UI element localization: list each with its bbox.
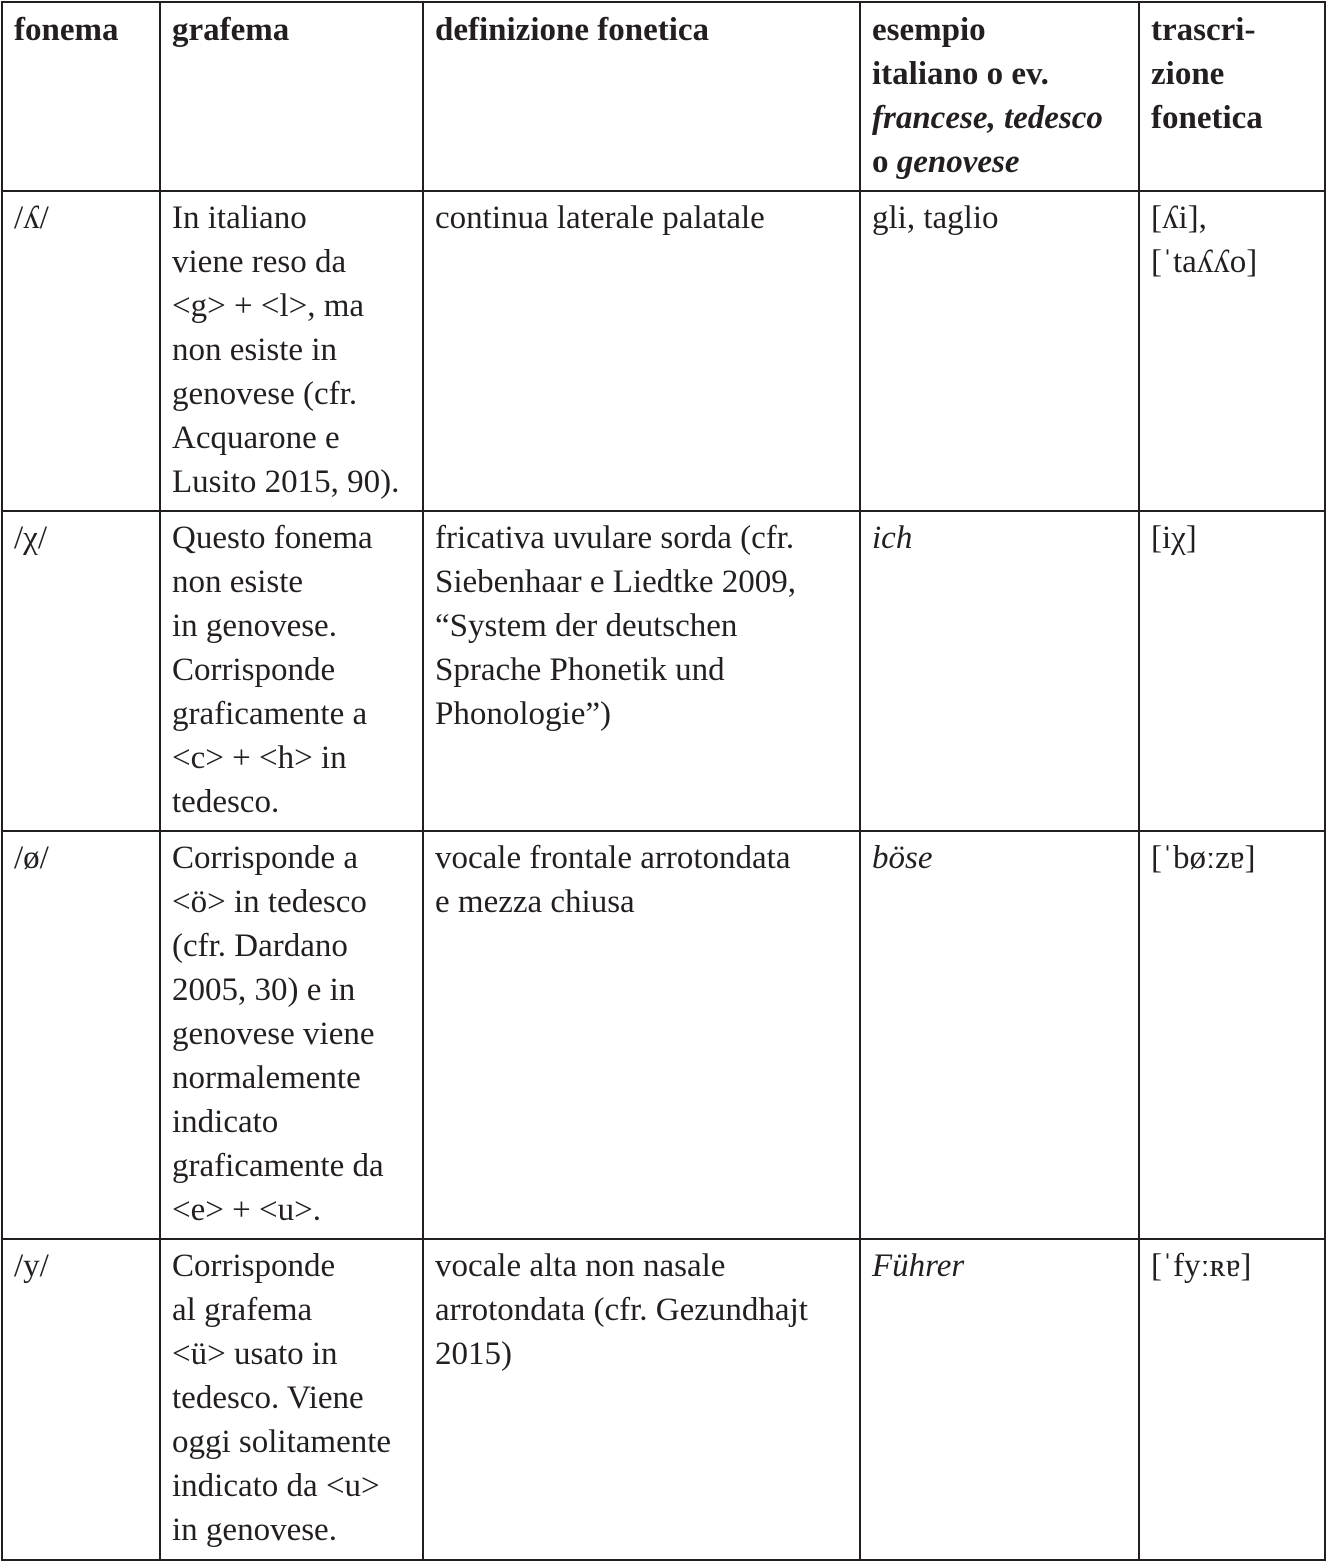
trascrizione-line: [ʎi], (1151, 200, 1207, 236)
definizione-line: e mezza chiusa (435, 884, 635, 920)
grafema-line: Questo fonema (172, 520, 373, 556)
cell-esempio (860, 1239, 1139, 1560)
cell-fonema (2, 1239, 160, 1560)
esempio-text: böse (872, 840, 933, 876)
definizione-line: vocale alta non nasale (435, 1248, 726, 1284)
header-text: genovese (896, 144, 1020, 180)
table-row (2, 511, 1325, 831)
esempio-text: ich (872, 520, 913, 556)
grafema-line: graficamente a (172, 696, 368, 732)
grafema-line: <ö> in tedesco (172, 884, 367, 920)
grafema-line: In italiano (172, 200, 307, 236)
cell-fonema (2, 831, 160, 1239)
fonema-text: /ʎ/ (14, 200, 49, 236)
grafema-line: non esiste in (172, 332, 337, 368)
header-text: definizione fonetica (435, 12, 710, 48)
fonema-text: /ø/ (14, 840, 49, 876)
header-esempio (860, 2, 1139, 191)
cell-trascrizione (1139, 831, 1325, 1239)
cell-trascrizione (1139, 511, 1325, 831)
trascrizione-line: [ˈbøːzɐ] (1151, 840, 1256, 876)
grafema-line: genovese viene (172, 1016, 375, 1052)
cell-esempio (860, 831, 1139, 1239)
cell-esempio (860, 511, 1139, 831)
grafema-line: <g> + <l>, ma (172, 288, 365, 324)
grafema-line: <e> + <u>. (172, 1192, 321, 1228)
header-definizione (423, 2, 860, 191)
header-line (872, 140, 1128, 184)
grafema-line: Acquarone e (172, 420, 340, 456)
header-trascrizione (1139, 2, 1325, 191)
definizione-line: Sprache Phonetik und (435, 652, 725, 688)
grafema-line: Corrisponde a (172, 840, 359, 876)
definizione-line: fricativa uvulare sorda (cfr. (435, 520, 795, 556)
cell-definizione (423, 191, 860, 511)
grafema-line: (cfr. Dardano (172, 928, 348, 964)
grafema-line: normalemente (172, 1060, 361, 1096)
header-line (872, 96, 1128, 140)
definizione-line: Phonologie”) (435, 696, 611, 732)
grafema-line: tedesco. (172, 784, 280, 820)
header-text: trascri- (1151, 12, 1256, 48)
header-text: fonema (14, 12, 119, 48)
grafema-line: in genovese. (172, 608, 337, 644)
header-grafema (160, 2, 423, 191)
definizione-line: Siebenhaar e Liedtke 2009, (435, 564, 797, 600)
cell-grafema (160, 1239, 423, 1560)
grafema-line: in genovese. (172, 1512, 337, 1548)
grafema-line: Corrisponde (172, 1248, 336, 1284)
header-line (872, 8, 1128, 52)
trascrizione-line: [ˈfyːʀɐ] (1151, 1248, 1252, 1284)
grafema-line: indicato (172, 1104, 279, 1140)
trascrizione-line: [iχ] (1151, 520, 1197, 556)
header-row (2, 2, 1325, 191)
grafema-line: Corrisponde (172, 652, 336, 688)
definizione-line: continua laterale palatale (435, 200, 765, 236)
phoneme-table (1, 1, 1326, 1561)
header-text: esempio (872, 12, 986, 48)
header-text: fonetica (1151, 100, 1263, 136)
table-row (2, 1239, 1325, 1560)
header-text: grafema (172, 12, 290, 48)
cell-grafema (160, 831, 423, 1239)
cell-grafema (160, 191, 423, 511)
definizione-line: arrotondata (cfr. Gezundhajt (435, 1292, 808, 1328)
cell-definizione (423, 511, 860, 831)
cell-trascrizione (1139, 1239, 1325, 1560)
grafema-line: 2005, 30) e in (172, 972, 356, 1008)
fonema-text: /y/ (14, 1248, 49, 1284)
header-fonema (2, 2, 160, 191)
grafema-line: <c> + <h> in (172, 740, 347, 776)
cell-definizione (423, 831, 860, 1239)
definizione-line: vocale frontale arrotondata (435, 840, 791, 876)
grafema-line: <ü> usato in (172, 1336, 338, 1372)
table-row (2, 831, 1325, 1239)
grafema-line: genovese (cfr. (172, 376, 358, 412)
cell-grafema (160, 511, 423, 831)
grafema-line: graficamente da (172, 1148, 384, 1184)
trascrizione-line: [ˈtaʎʎo] (1151, 244, 1258, 280)
grafema-line: viene reso da (172, 244, 347, 280)
header-line (872, 52, 1128, 96)
cell-trascrizione (1139, 191, 1325, 511)
table-row (2, 191, 1325, 511)
grafema-line: Lusito 2015, 90). (172, 464, 400, 500)
definizione-line: 2015) (435, 1336, 512, 1372)
grafema-line: tedesco. Viene (172, 1380, 364, 1416)
fonema-text: /χ/ (14, 520, 47, 556)
grafema-line: non esiste (172, 564, 304, 600)
cell-fonema (2, 191, 160, 511)
grafema-line: indicato da <u> (172, 1468, 380, 1504)
grafema-line: al grafema (172, 1292, 313, 1328)
cell-definizione (423, 1239, 860, 1560)
grafema-line: oggi solitamente (172, 1424, 392, 1460)
esempio-text: Führer (872, 1248, 965, 1284)
cell-fonema (2, 511, 160, 831)
header-text: o (872, 144, 897, 180)
header-text: italiano o ev. (872, 56, 1049, 92)
cell-esempio (860, 191, 1139, 511)
definizione-line: “System der deutschen (435, 608, 738, 644)
header-text: zione (1151, 56, 1225, 92)
header-text: francese, tedesco (872, 100, 1103, 136)
esempio-text: gli, taglio (872, 200, 999, 236)
